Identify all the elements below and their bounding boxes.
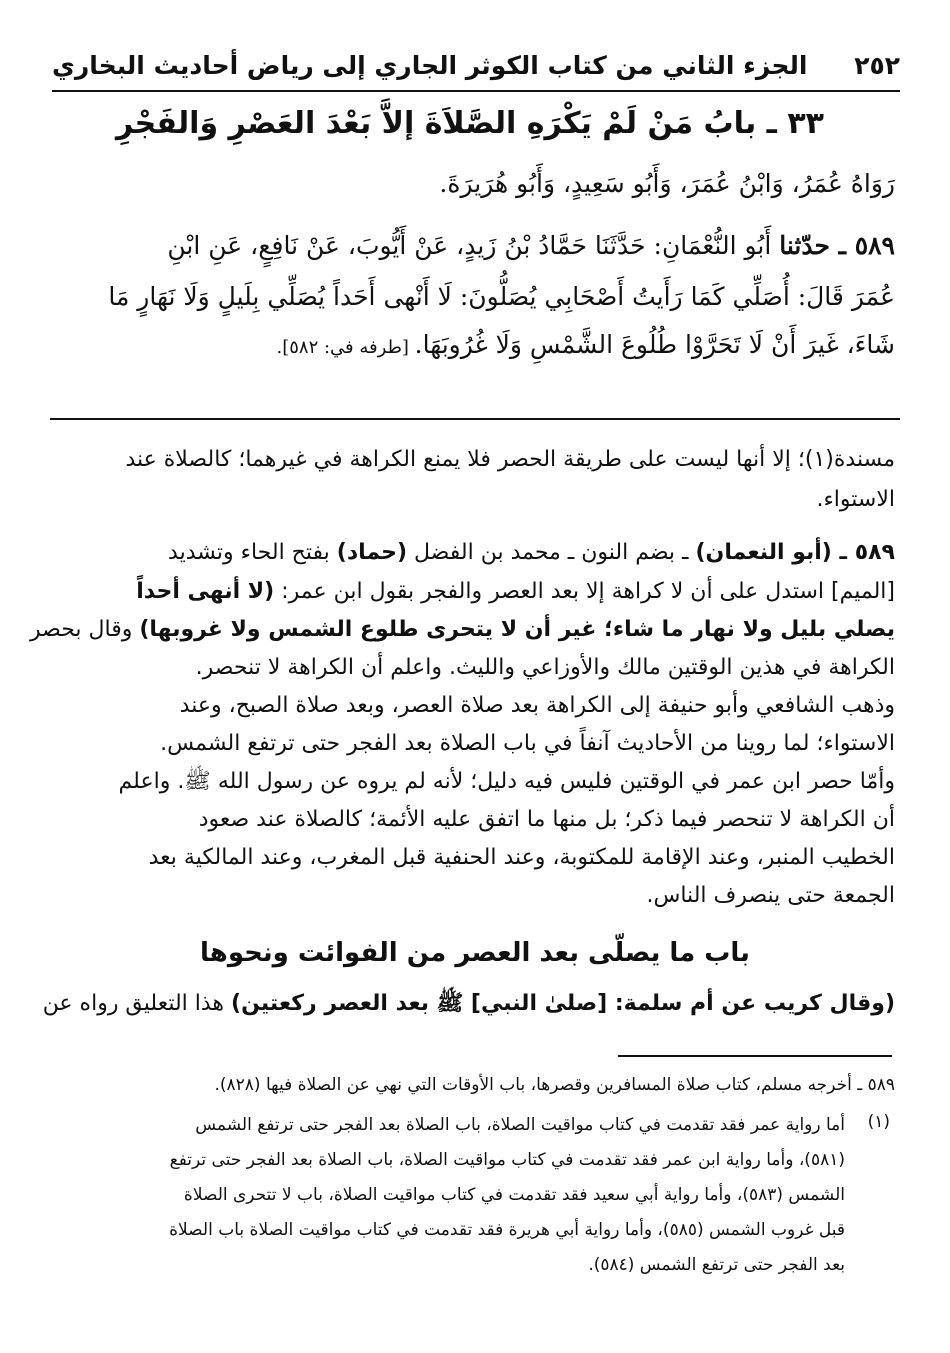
footnote-1-line-3: الشمس (٥٨٣)، وأما رواية أبي سعيد فقد تقدمت في كتاب مواقيت الصلاة، باب لا تتحرى الصلاة — [183, 1185, 845, 1205]
commentary-line-3-text: وقال بحصر — [30, 617, 140, 642]
page-number: ٢٥٢ — [854, 50, 900, 80]
section-line-1-text: هذا التعليق رواه عن — [42, 991, 232, 1016]
hadith-line-2: عُمَرَ قَالَ: أُصَلِّي كَمَا رَأَيتُ أَصْحَابِي يُصَلُّونَ: لَا أَنْهى أَحَداً يُصَلِّي بِلَيلٍ وَلَا نَهَارٍ مَا — [108, 282, 895, 311]
footnote-1-marker: (١) — [867, 1112, 890, 1132]
commentary-quote-end: يصلي بليل ولا نهار ما شاء؛ غير أن لا يتحرى طلوع الشمس ولا غروبها) — [139, 617, 895, 642]
footnote-1-line-1: أما رواية عمر فقد تقدمت في كتاب مواقيت الصلاة، باب الصلاة بعد الفجر حتى ترتفع الشمس — [195, 1115, 845, 1135]
chapter-title: ٣٣ ـ بابُ مَنْ لَمْ يَكْرَهِ الصَّلاَةَ إلاَّ بَعْدَ العَصْرِ وَالفَجْرِ — [116, 106, 824, 141]
book-title: الجزء الثاني من كتاب الكوثر الجاري إلى رياض أحاديث البخاري — [52, 50, 808, 80]
commentary-line-6: الاستواء؛ لما روينا من الأحاديث آنفاً في باب الصلاة بعد الفجر حتى ترتفع الشمس. — [160, 731, 895, 756]
footnote-589: ٥٨٩ ـ أخرجه مسلم، كتاب صلاة المسافرين وقصرها، باب الأوقات التي نهي عن الصلاة فيها (٨٢٨). — [214, 1075, 895, 1095]
hadith-number: ٥٨٩ ـ حدّثنا — [779, 231, 895, 260]
commentary-line-3 — [30, 612, 895, 648]
section-quote: (وقال كريب عن أم سلمة: [صلىٰ النبي] ﷺ بعد العصر ركعتين) — [231, 991, 895, 1016]
commentary-line-7: وأمّا حصر ابن عمر في الوقتين فليس فيه دليل؛ لأنه لم يروه عن رسول الله ﷺ. واعلم — [118, 769, 895, 794]
running-header — [52, 40, 900, 92]
commentary-line-4: الكراهة في هذين الوقتين مالك والأوزاعي والليث. واعلم أن الكراهة لا تنحصر. — [195, 655, 895, 680]
commentary-line-8: أن الكراهة لا تنحصر فيما ذكر؛ بل منها ما اتفق عليه الأئمة؛ كالصلاة عند صعود — [198, 807, 895, 832]
commentary-line-1-text: ـ بضم النون ـ محمد بن الفضل — [407, 540, 696, 565]
commentary-line-5: وذهب الشافعي وأبو حنيفة إلى الكراهة بعد صلاة العصر، وبعد صلاة الصبح، وعند — [179, 693, 895, 718]
section-line-1 — [42, 986, 895, 1022]
commentary-line-10: الجمعة حتى ينصرف الناس. — [646, 883, 895, 908]
commentary-line-9: الخطيب المنبر، وعند الإقامة للمكتوبة، وعند الحنفية قبل المغرب، وعند المالكية بعد — [148, 845, 895, 870]
commentary-line-2-text: [الميم] استدل على أن لا كراهة إلا بعد العصر والفجر بقول ابن عمر: — [274, 579, 895, 604]
commentary-line-2 — [50, 574, 895, 610]
narrators-line: رَوَاهُ عُمَرُ، وَابْنُ عُمَرَ، وَأَبُو سَعِيدٍ، وَأَبُو هُرَيرَةَ. — [439, 169, 895, 198]
commentary-quote-start: (لا أنهى أحداً — [136, 579, 275, 604]
cross-reference: [طرفه في: ٥٨٢]. — [276, 337, 415, 358]
hadith-line-1-text: أَبُو النُّعْمَانِ: حَدَّثَنَا حَمَّادُ بْنُ زَيدٍ، عَنْ أَيُّوبَ، عَنْ نَافِعٍ، عَنِ ابْنِ — [167, 231, 780, 260]
commentary-hadith-ref: ٥٨٩ ـ (أبو النعمان) — [695, 540, 895, 565]
commentary-term: (حماد) — [336, 540, 408, 565]
hadith-line-3 — [50, 325, 895, 368]
commentary-line-1 — [50, 535, 895, 571]
hadith-line-3-text: شَاءَ، غَيرَ أَنْ لَا تَحَرَّوْا طُلُوعَ الشَّمْسِ وَلَا غُرُوبَهَا. — [414, 330, 895, 359]
text-divider — [50, 418, 900, 420]
commentary-prev-line-1: مسندة(١)؛ إلا أنها ليست على طريقة الحصر فلا يمنع الكراهة في غيرهما؛ كالصلاة عند — [125, 447, 895, 472]
footnote-1-line-4: قبل غروب الشمس (٥٨٥)، وأما رواية أبي هريرة فقد تقدمت في كتاب مواقيت الصلاة باب الصلاة — [169, 1220, 845, 1240]
footnote-1-line-5: بعد الفجر حتى ترتفع الشمس (٥٨٤). — [588, 1255, 845, 1275]
footnote-1-line-2: (٥٨١)، وأما رواية ابن عمر فقد تقدمت في كتاب مواقيت الصلاة، باب الصلاة بعد الفجر حتى ترتفع — [169, 1150, 845, 1170]
hadith-line-1 — [50, 226, 895, 266]
commentary-line-1-end: بفتح الحاء وتشديد — [168, 540, 337, 565]
commentary-prev-line-2: الاستواء. — [816, 487, 895, 512]
section-title: باب ما يصلّى بعد العصر من الفوائت ونحوها — [200, 938, 750, 968]
footnote-divider — [618, 1055, 892, 1057]
